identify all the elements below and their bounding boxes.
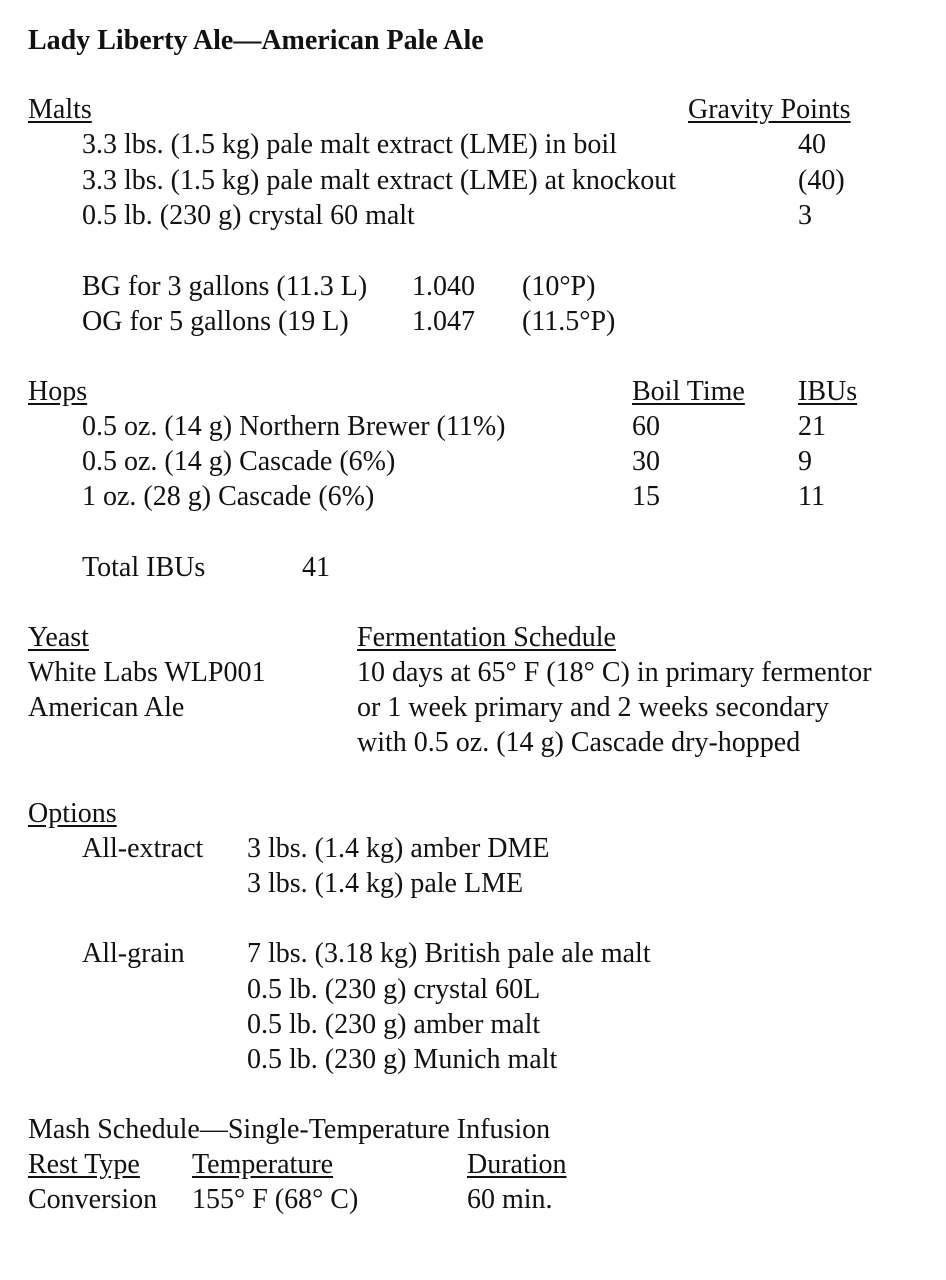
total-ibus-value: 41 — [302, 552, 330, 583]
duration-header: Duration — [467, 1149, 567, 1180]
hop-item-name: 1 oz. (28 g) Cascade (6%) — [82, 481, 375, 512]
hop-item-ibu: 21 — [798, 411, 826, 442]
all-extract-label: All-extract — [82, 833, 204, 864]
hop-item-ibu: 9 — [798, 446, 812, 477]
malt-item-name: 3.3 lbs. (1.5 kg) pale malt extract (LME) at knockout — [82, 165, 677, 196]
gravity-plato: (11.5°P) — [522, 306, 616, 337]
total-ibus-label: Total IBUs — [82, 552, 206, 583]
all-extract-line: 3 lbs. (1.4 kg) pale LME — [247, 868, 524, 899]
gravity-plato: (10°P) — [522, 271, 596, 302]
hops-header: Hops — [28, 376, 88, 407]
malt-item-name: 3.3 lbs. (1.5 kg) pale malt extract (LME) in boil — [82, 129, 617, 160]
fermentation-line: or 1 week primary and 2 weeks secondary — [357, 692, 829, 723]
all-grain-line: 0.5 lb. (230 g) crystal 60L — [247, 974, 541, 1005]
malt-item-points: 3 — [798, 200, 812, 231]
yeast-line: American Ale — [28, 692, 185, 723]
hop-item-name: 0.5 oz. (14 g) Northern Brewer (11%) — [82, 411, 506, 442]
recipe-title: Lady Liberty Ale—American Pale Ale — [28, 25, 484, 56]
all-grain-line: 0.5 lb. (230 g) Munich malt — [247, 1044, 558, 1075]
all-extract-line: 3 lbs. (1.4 kg) amber DME — [247, 833, 550, 864]
hop-item-ibu: 11 — [798, 481, 825, 512]
all-grain-line: 7 lbs. (3.18 kg) British pale ale malt — [247, 938, 651, 969]
boil-time-header: Boil Time — [632, 376, 745, 407]
yeast-header: Yeast — [28, 622, 89, 653]
gravity-points-header: Gravity Points — [688, 94, 851, 125]
fermentation-line: 10 days at 65° F (18° C) in primary fermentor — [357, 657, 872, 688]
gravity-sg: 1.047 — [412, 306, 475, 337]
mash-duration: 60 min. — [467, 1184, 553, 1215]
fermentation-line: with 0.5 oz. (14 g) Cascade dry-hopped — [357, 727, 801, 758]
temperature-header: Temperature — [192, 1149, 334, 1180]
hop-item-time: 15 — [632, 481, 660, 512]
mash-title: Mash Schedule—Single-Temperature Infusion — [28, 1114, 551, 1145]
rest-type-header: Rest Type — [28, 1149, 140, 1180]
malt-item-points: 40 — [798, 129, 826, 160]
hop-item-time: 30 — [632, 446, 660, 477]
fermentation-header: Fermentation Schedule — [357, 622, 616, 653]
all-grain-label: All-grain — [82, 938, 185, 969]
gravity-label: BG for 3 gallons (11.3 L) — [82, 271, 368, 302]
gravity-sg: 1.040 — [412, 271, 475, 302]
yeast-line: White Labs WLP001 — [28, 657, 266, 688]
mash-temperature: 155° F (68° C) — [192, 1184, 359, 1215]
all-grain-line: 0.5 lb. (230 g) amber malt — [247, 1009, 541, 1040]
hop-item-time: 60 — [632, 411, 660, 442]
malts-header: Malts — [28, 94, 92, 125]
hop-item-name: 0.5 oz. (14 g) Cascade (6%) — [82, 446, 396, 477]
options-header: Options — [28, 798, 117, 829]
malt-item-name: 0.5 lb. (230 g) crystal 60 malt — [82, 200, 415, 231]
ibus-header: IBUs — [798, 376, 858, 407]
gravity-label: OG for 5 gallons (19 L) — [82, 306, 349, 337]
malt-item-points: (40) — [798, 165, 845, 196]
mash-rest-type: Conversion — [28, 1184, 158, 1215]
